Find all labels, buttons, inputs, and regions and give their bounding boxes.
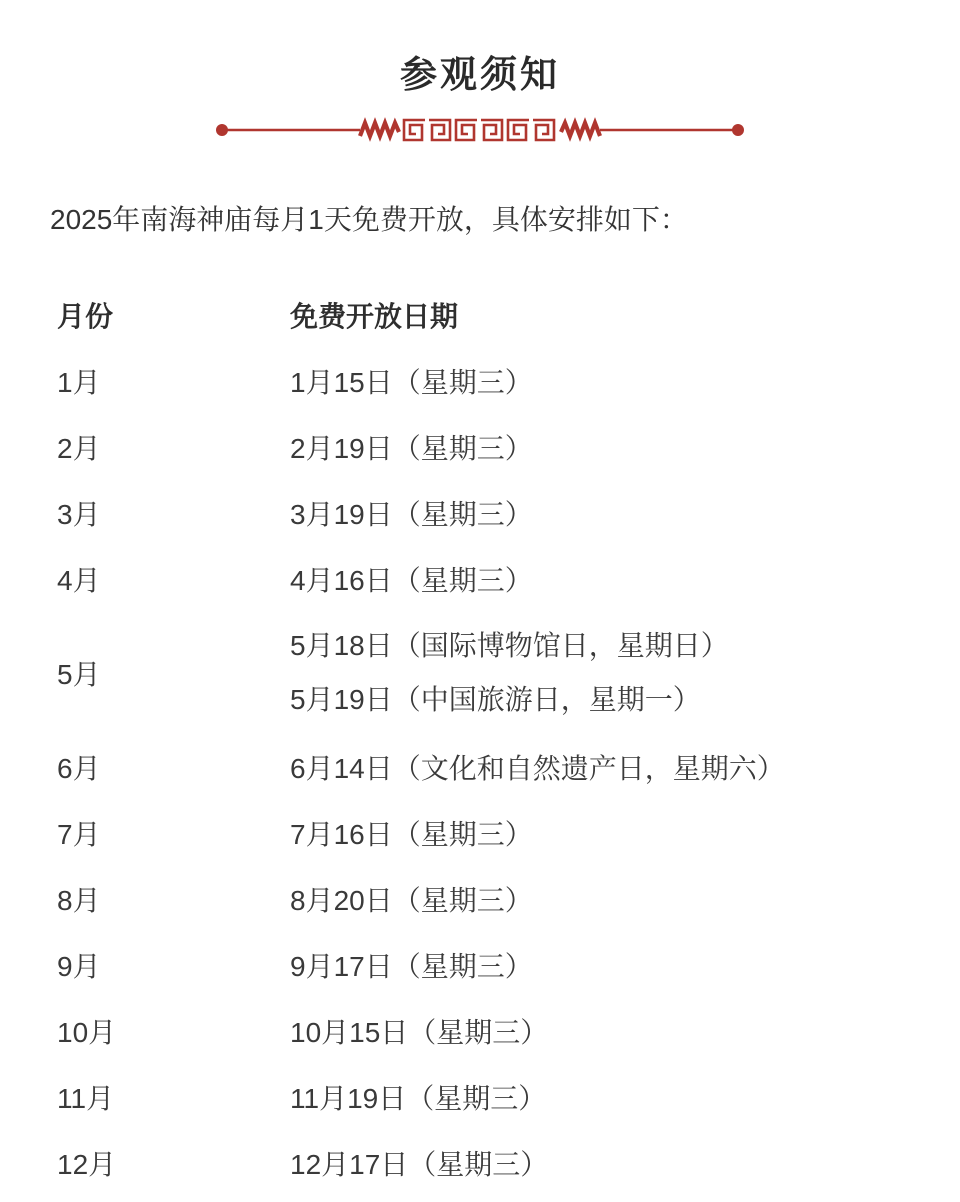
table-row <box>57 998 910 1064</box>
table-row <box>57 1064 910 1130</box>
month-cell: 10月 <box>57 1017 117 1049</box>
date-cell: 10月15日（星期三） <box>290 1017 549 1049</box>
date-cell: 3月19日（星期三） <box>290 499 533 531</box>
table-row <box>57 1130 910 1196</box>
month-cell: 5月 <box>57 659 101 691</box>
month-cell: 9月 <box>57 951 101 983</box>
month-cell: 7月 <box>57 819 101 851</box>
table-row <box>57 932 910 998</box>
month-cell: 4月 <box>57 565 101 597</box>
date-cell: 4月16日（星期三） <box>290 565 533 597</box>
date-cell: 8月20日（星期三） <box>290 885 533 917</box>
date-cell: 11月19日（星期三） <box>290 1083 547 1115</box>
table-row <box>57 348 910 414</box>
schedule-table <box>57 282 910 1196</box>
date-cell: 12月17日（星期三） <box>290 1149 549 1181</box>
table-row <box>57 800 910 866</box>
date-line: 5月18日（国际博物馆日，星期日） <box>290 630 729 662</box>
table-row <box>57 414 910 480</box>
month-cell: 11月 <box>57 1083 115 1115</box>
date-cell: 1月15日（星期三） <box>290 367 533 399</box>
table-header-row <box>57 282 910 348</box>
month-column-header: 月份 <box>57 301 114 333</box>
month-cell: 12月 <box>57 1149 117 1181</box>
date-cell: 7月16日（星期三） <box>290 819 533 851</box>
table-row <box>57 480 910 546</box>
ornament-divider <box>0 116 960 146</box>
table-row <box>57 734 910 800</box>
date-cell: 9月17日（星期三） <box>290 951 533 983</box>
date-column-header: 免费开放日期 <box>290 301 459 333</box>
date-line: 5月19日（中国旅游日，星期一） <box>290 684 701 716</box>
table-row <box>57 866 910 932</box>
month-cell: 6月 <box>57 753 101 785</box>
month-cell: 1月 <box>57 367 101 399</box>
month-cell: 3月 <box>57 499 101 531</box>
meander-divider-icon <box>213 116 747 144</box>
table-row <box>57 546 910 612</box>
page-title: 参观须知 <box>400 54 560 95</box>
date-cell <box>290 619 910 727</box>
month-cell: 8月 <box>57 885 101 917</box>
table-row <box>57 612 910 734</box>
date-cell: 2月19日（星期三） <box>290 433 533 465</box>
intro-text: 2025年南海神庙每月1天免费开放，具体安排如下： <box>50 204 688 235</box>
month-cell: 2月 <box>57 433 101 465</box>
date-cell: 6月14日（文化和自然遗产日，星期六） <box>290 753 785 785</box>
